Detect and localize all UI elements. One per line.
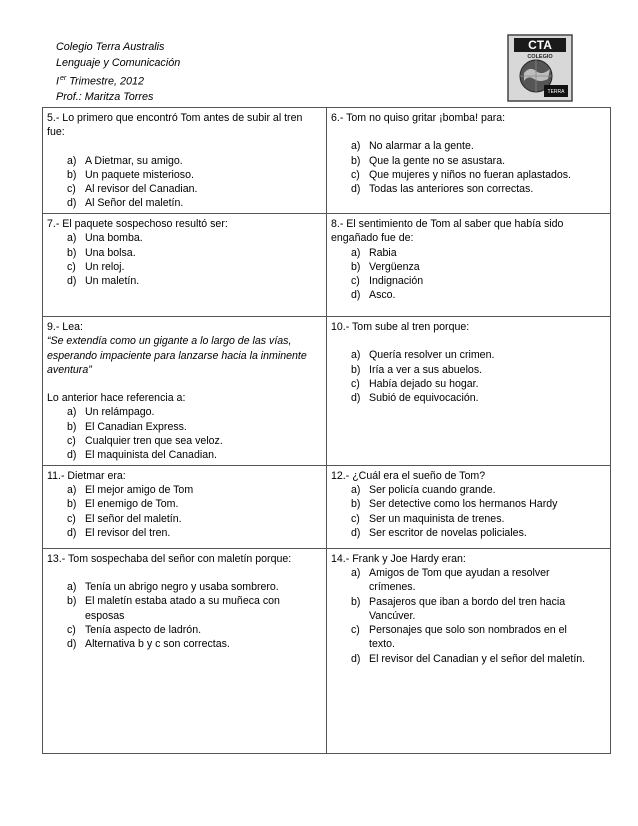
option-c — [351, 623, 592, 652]
option-letter: c) — [67, 183, 76, 196]
table-row — [43, 548, 611, 753]
question-5 — [43, 108, 327, 214]
teacher-name: Prof.: Maritza Torres — [56, 91, 154, 104]
option-text: Ser escritor de novelas policiales. — [369, 526, 527, 539]
questions-table — [42, 107, 611, 754]
option-letter: b) — [351, 498, 361, 511]
option-a — [351, 139, 606, 153]
term — [56, 71, 180, 90]
term-rest: Trimestre, 2012 — [69, 75, 145, 88]
option-text: Vergüenza — [369, 260, 420, 273]
option-letter: b) — [67, 168, 77, 181]
option-text: El señor del maletín. — [85, 512, 182, 525]
question-text: 10.- Tom sube al tren porque: — [331, 321, 470, 333]
option-c — [67, 512, 322, 526]
option-letter: b) — [351, 260, 361, 273]
option-text: El maletín estaba atado a su muñeca con esposas — [85, 595, 280, 622]
option-a — [351, 348, 606, 362]
options-list — [331, 483, 606, 540]
option-d — [351, 652, 592, 666]
option-d — [351, 526, 606, 540]
option-text: Un paquete misterioso. — [85, 168, 194, 181]
option-letter: a) — [67, 483, 77, 496]
table-row — [43, 465, 611, 548]
option-c — [67, 182, 322, 196]
term-prefix: I — [56, 75, 59, 88]
option-text: Al revisor del Canadian. — [85, 183, 198, 196]
option-letter: d) — [67, 638, 77, 651]
option-text: Subió de equivocación. — [369, 392, 479, 405]
term-superscript: er — [60, 75, 67, 82]
option-letter: b) — [67, 420, 77, 433]
option-letter: d) — [351, 183, 361, 196]
option-text: Ser policía cuando grande. — [369, 483, 496, 496]
option-text: Había dejado su hogar. — [369, 377, 479, 390]
option-text: Una bolsa. — [85, 246, 136, 259]
option-letter: a) — [67, 154, 77, 167]
question-text: 13.- Tom sospechaba del señor con maletín porque: — [47, 552, 292, 565]
option-text: Un reloj. — [85, 260, 125, 273]
question-prompt: Lo anterior hace referencia a: — [47, 392, 186, 405]
question-text: 8.- El sentimiento de Tom al saber que había sido engañado fue de: — [331, 218, 564, 245]
table-row — [43, 317, 611, 466]
option-c — [67, 623, 322, 637]
options-list — [331, 246, 606, 303]
option-letter: b) — [351, 363, 361, 376]
option-letter: d) — [67, 449, 77, 462]
option-c — [351, 168, 606, 182]
option-a — [351, 246, 606, 260]
option-text: Ser un maquinista de trenes. — [369, 512, 505, 525]
option-letter: d) — [351, 392, 361, 405]
option-text: Una bomba. — [85, 232, 143, 245]
option-letter: a) — [67, 406, 77, 419]
option-d — [67, 274, 322, 288]
option-text: Tenía un abrigo negro y usaba sombrero. — [85, 580, 279, 593]
option-b — [351, 363, 606, 377]
option-text: El revisor del tren. — [85, 526, 171, 539]
option-c — [67, 260, 322, 274]
option-text: Personajes que solo son nombrados en el texto. — [369, 624, 567, 651]
logo-top-text: CTA — [528, 38, 552, 52]
option-letter: d) — [351, 289, 361, 302]
options-list — [331, 348, 606, 405]
option-text: El enemigo de Tom. — [85, 498, 179, 511]
option-text: Un maletín. — [85, 275, 140, 288]
option-d — [67, 448, 322, 462]
option-letter: c) — [67, 435, 76, 448]
question-6 — [327, 108, 611, 214]
options-list — [47, 154, 322, 211]
option-text: Que mujeres y niños no fueran aplastados. — [369, 168, 571, 181]
option-text: El maquinista del Canadian. — [85, 449, 217, 462]
option-letter: c) — [351, 624, 360, 637]
option-a — [67, 405, 322, 419]
option-b — [351, 497, 606, 511]
option-text: Asco. — [369, 289, 396, 302]
option-letter: a) — [351, 483, 361, 496]
option-letter: a) — [351, 349, 361, 362]
option-text: A Dietmar, su amigo. — [85, 154, 183, 167]
option-letter: b) — [67, 595, 77, 608]
option-d — [67, 637, 322, 651]
option-d — [67, 196, 322, 210]
options-list — [47, 483, 322, 540]
logo-mid-text: COLEGIO — [527, 54, 553, 60]
option-letter: c) — [351, 512, 360, 525]
option-letter: a) — [351, 566, 361, 579]
option-text: Amigos de Tom que ayudan a resolver crímenes. — [369, 566, 550, 594]
subject-name: Lenguaje y Comunicación — [56, 56, 181, 69]
logo-bottom-text: TERRA — [547, 89, 565, 95]
option-b — [67, 168, 322, 182]
question-13 — [43, 548, 327, 753]
option-letter: c) — [351, 275, 360, 288]
option-d — [351, 391, 606, 405]
option-a — [67, 580, 322, 594]
option-b — [67, 420, 322, 434]
question-8 — [327, 214, 611, 317]
option-letter: b) — [67, 498, 77, 511]
option-letter: c) — [67, 623, 76, 636]
question-14 — [327, 548, 611, 753]
option-text: Que la gente no se asustara. — [369, 154, 506, 167]
option-letter: b) — [351, 154, 361, 167]
option-text: Alternativa b y c son correctas. — [85, 638, 230, 651]
options-list — [47, 580, 322, 651]
option-text: Iría a ver a sus abuelos. — [369, 363, 483, 376]
option-text: Indignación — [369, 275, 424, 288]
option-letter: a) — [67, 580, 77, 593]
option-letter: a) — [351, 140, 361, 153]
option-b — [67, 497, 322, 511]
question-9 — [43, 317, 327, 466]
question-text: 12.- ¿Cuál era el sueño de Tom? — [331, 469, 486, 482]
options-list — [331, 139, 606, 196]
option-c — [351, 512, 606, 526]
school-name: Colegio Terra Australis — [56, 41, 165, 53]
document-header — [56, 40, 180, 106]
table-row — [43, 108, 611, 214]
options-list — [47, 405, 322, 462]
option-text: Al Señor del maletín. — [85, 197, 184, 210]
option-letter: c) — [351, 377, 360, 390]
question-11 — [43, 465, 327, 548]
question-text: 9.- Lea: — [47, 321, 83, 333]
option-text: Ser detective como los hermanos Hardy — [369, 498, 558, 511]
option-text: Tenía aspecto de ladrón. — [85, 623, 202, 636]
option-letter: c) — [351, 168, 360, 181]
option-text: El revisor del Canadian y el señor del maletín. — [369, 652, 586, 665]
option-letter: d) — [67, 197, 77, 210]
option-letter: d) — [67, 275, 77, 288]
option-letter: c) — [67, 260, 76, 273]
question-7 — [43, 214, 327, 317]
quoted-passage: “Se extendía como un gigante a lo largo de las vías, esperando impaciente para lanzarse hacia la inminente aventura” — [47, 335, 307, 376]
option-letter: a) — [67, 232, 77, 245]
question-text: 11.- Dietmar era: — [47, 469, 126, 482]
option-b — [67, 246, 322, 260]
options-list — [331, 566, 606, 666]
option-b — [67, 594, 322, 623]
question-12 — [327, 465, 611, 548]
option-text: Todas las anteriores son correctas. — [369, 183, 534, 196]
option-a — [351, 566, 592, 595]
option-text: Rabia — [369, 246, 397, 259]
option-c — [351, 274, 606, 288]
table-row — [43, 214, 611, 317]
option-a — [67, 483, 322, 497]
option-b — [351, 154, 606, 168]
option-letter: d) — [351, 526, 361, 539]
option-letter: c) — [67, 512, 76, 525]
option-a — [67, 154, 322, 168]
option-d — [351, 288, 606, 302]
question-text: 5.- Lo primero que encontró Tom antes de subir al tren fue: — [47, 112, 303, 139]
option-letter: b) — [67, 246, 77, 259]
option-text: El Canadian Express. — [85, 420, 187, 433]
question-10 — [327, 317, 611, 466]
option-text: Cualquier tren que sea veloz. — [85, 435, 223, 448]
question-text: 14.- Frank y Joe Hardy eran: — [331, 552, 466, 565]
option-text: Un relámpago. — [85, 406, 155, 419]
option-letter: d) — [67, 526, 77, 539]
option-letter: b) — [351, 595, 361, 608]
option-text: El mejor amigo de Tom — [85, 483, 194, 496]
option-a — [351, 483, 606, 497]
option-a — [67, 231, 322, 245]
option-text: Pasajeros que iban a bordo del tren hacia Vancúver. — [369, 595, 566, 622]
school-logo — [506, 33, 574, 103]
option-d — [67, 526, 322, 540]
option-b — [351, 260, 606, 274]
option-text: No alarmar a la gente. — [369, 140, 474, 153]
option-c — [67, 434, 322, 448]
question-text: 7.- El paquete sospechoso resultó ser: — [47, 218, 228, 230]
options-list — [47, 231, 322, 288]
option-c — [351, 377, 606, 391]
option-letter: a) — [351, 246, 361, 259]
option-letter: d) — [351, 652, 361, 665]
question-text: 6.- Tom no quiso gritar ¡bomba! para: — [331, 112, 506, 124]
option-d — [351, 182, 606, 196]
option-text: Quería resolver un crimen. — [369, 349, 495, 362]
option-b — [351, 595, 592, 624]
